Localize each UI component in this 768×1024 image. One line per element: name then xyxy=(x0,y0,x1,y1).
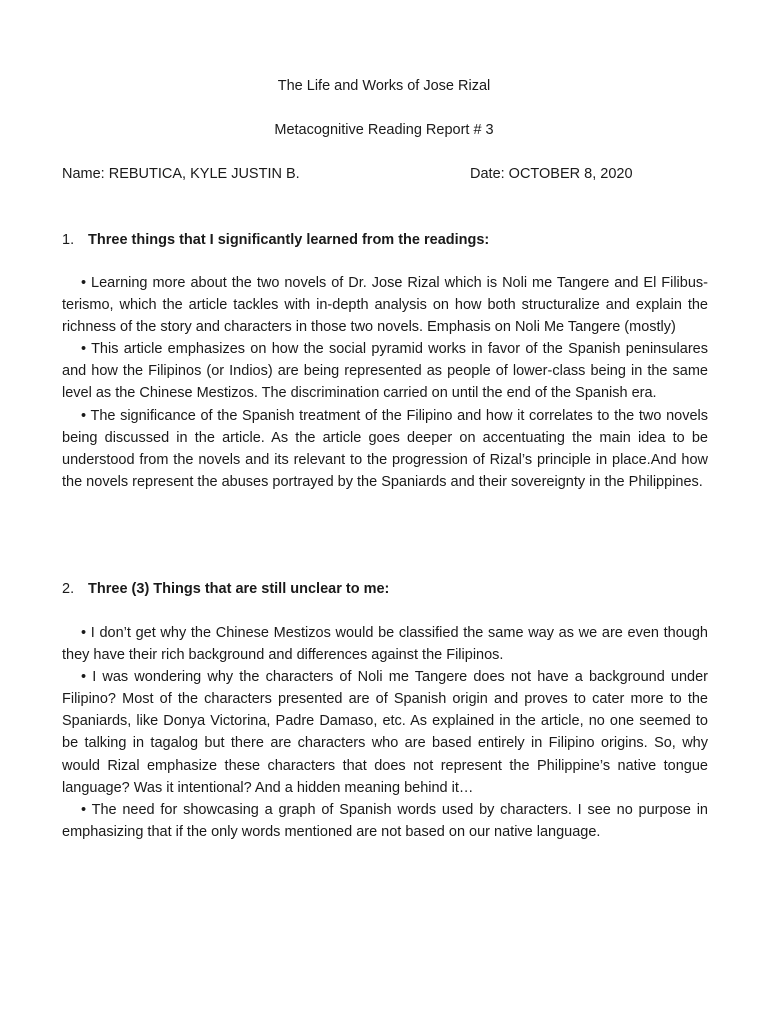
section-1-item: • Learning more about the two novels of Dr. Jose Rizal which is Noli me Tangere and El Filibusterismo, which the article tackles with in-depth analysis on how both structuralize and explain the richness of the story and characters in those two novels. Emphasis on Noli Me Tangere (mostly) xyxy=(62,275,708,336)
section-2-title: Three (3) Things that are still unclear to me: xyxy=(88,581,390,597)
student-name: Name: REBUTICA, KYLE JUSTIN B. xyxy=(62,166,300,182)
section-1-title: Three things that I significantly learned from the readings: xyxy=(88,232,490,248)
section-2-heading xyxy=(62,580,389,598)
section-1-heading xyxy=(62,231,489,249)
section-1-body xyxy=(62,272,708,493)
document-subtitle: Metacognitive Reading Report # 3 xyxy=(274,122,494,138)
student-info-row xyxy=(62,165,708,183)
section-1-number: 1. xyxy=(62,232,75,248)
section-2-body xyxy=(62,622,708,843)
document-title: The Life and Works of Jose Rizal xyxy=(277,78,491,94)
section-2-item: • I was wondering why the characters of Noli me Tangere does not have a background under Filipino? Most of the characters presented are of Spanish origin and proves to cater more to the Spaniards, like Donya Victorina, Padre Damaso, etc. As explained in the article, no one seemed to be talking in tagalog but there are characters who are based entirely in Filipino origins. So, why would Rizal emphasize these characters that does not represent the Philippine’s native tongue language? Was it intentional? And a hidden meaning behind it… xyxy=(62,669,708,796)
section-1-item: • This article emphasizes on how the social pyramid works in favor of the Spanish peninsulares and how the Filipinos (or Indios) are being represented as people of lower-class being in the same level as the Chinese Mestizos. The discrimination carried on until the end of the Spanish era. xyxy=(62,341,708,402)
section-2-item: • The need for showcasing a graph of Spanish words used by characters. I see no purpose in emphasizing that if the only words mentioned are not based on our native language. xyxy=(62,801,708,840)
section-1-item: • The significance of the Spanish treatment of the Filipino and how it correlates to the two novels being discussed in the article. As the article goes deeper on accentuating the main idea to be understood from the novels and its relevant to the progression of Rizal’s principle in place.And how the novels represent the abuses portrayed by the Spaniards and their sovereignty in the Philippines. xyxy=(62,407,708,490)
section-2-item: • I don’t get why the Chinese Mestizos would be classified the same way as we are even though they have their rich background and differences against the Filipinos. xyxy=(62,625,708,664)
report-date: Date: OCTOBER 8, 2020 xyxy=(470,166,633,182)
section-2-number: 2. xyxy=(62,581,75,597)
